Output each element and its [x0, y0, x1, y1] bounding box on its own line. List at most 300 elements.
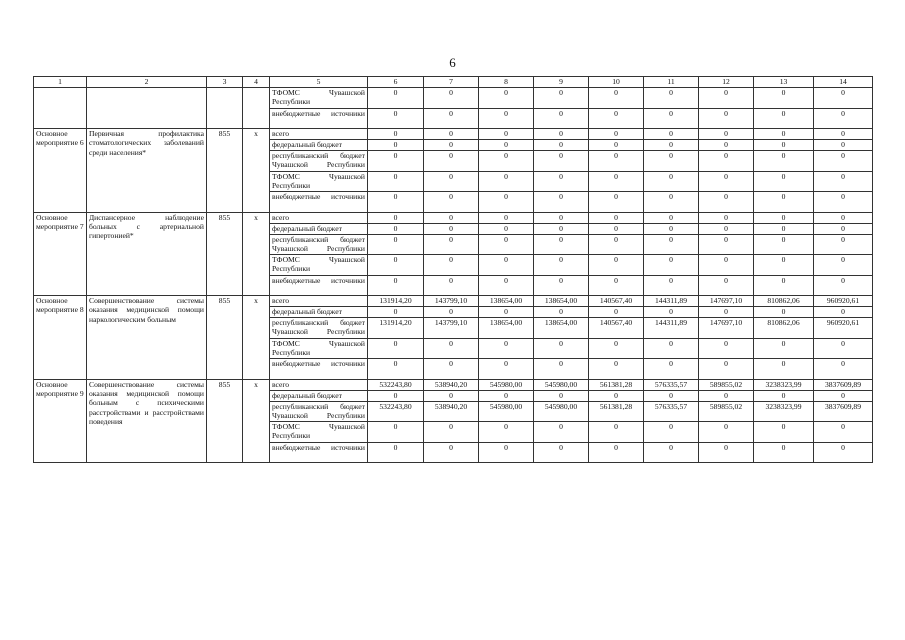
amount-cell: 0 [644, 390, 699, 401]
amount-cell: 576335,57 [644, 401, 699, 422]
x-mark-cont [243, 338, 270, 359]
amount-cell: 131914,20 [368, 296, 424, 307]
funding-source: внебюджетные источники [270, 359, 368, 380]
amount-cell: 0 [534, 88, 589, 109]
activity-name-text: Совершенствование системы оказания медицинской помощи больным с психическими расстройствами и расстройствами поведения [89, 379, 204, 427]
activity-type-cont [34, 318, 87, 339]
activity-type-cont [34, 442, 87, 463]
funding-source: внебюджетные источники [270, 108, 368, 129]
x-mark-cont [243, 255, 270, 276]
amount-cell: 0 [814, 307, 873, 318]
funding-source: федеральный бюджет [270, 390, 368, 401]
amount-cell: 0 [424, 338, 479, 359]
amount-cell: 0 [589, 422, 644, 443]
x-mark [243, 129, 270, 140]
amount-cell: 0 [534, 192, 589, 213]
amount-cell: 0 [754, 212, 814, 223]
blank-cell [243, 88, 270, 109]
amount-cell: 0 [814, 88, 873, 109]
responsible-code-cont [207, 171, 243, 192]
amount-cell: 144311,89 [644, 296, 699, 307]
funding-source: республиканский бюджет Чувашской Республики [270, 318, 368, 339]
amount-cell: 0 [424, 108, 479, 129]
amount-cell: 0 [814, 171, 873, 192]
amount-cell: 0 [534, 108, 589, 129]
amount-cell: 0 [424, 223, 479, 234]
responsible-code-cont [207, 390, 243, 401]
responsible-code-cont [207, 192, 243, 213]
amount-cell: 545980,00 [479, 379, 534, 390]
amount-cell: 532243,80 [368, 401, 424, 422]
amount-cell: 0 [814, 140, 873, 151]
activity-type-cont [34, 359, 87, 380]
amount-cell: 0 [814, 442, 873, 463]
amount-cell: 0 [699, 108, 754, 129]
responsible-code [207, 379, 243, 390]
amount-cell: 0 [754, 338, 814, 359]
amount-cell: 0 [368, 234, 424, 255]
amount-cell: 0 [368, 151, 424, 172]
amount-cell: 0 [814, 275, 873, 296]
amount-cell: 0 [699, 129, 754, 140]
amount-cell: 0 [644, 212, 699, 223]
x-mark-cont [243, 401, 270, 422]
column-number: 1 [34, 77, 87, 88]
funding-source: внебюджетные источники [270, 442, 368, 463]
activity-type-cont [34, 255, 87, 276]
funding-source: федеральный бюджет [270, 140, 368, 151]
funding-source: всего [270, 212, 368, 223]
amount-cell: 0 [424, 442, 479, 463]
amount-cell: 0 [644, 422, 699, 443]
amount-cell: 0 [589, 442, 644, 463]
column-number: 5 [270, 77, 368, 88]
column-number: 9 [534, 77, 589, 88]
activity-type [34, 379, 87, 398]
table-row [34, 88, 873, 109]
amount-cell: 0 [754, 275, 814, 296]
amount-cell: 0 [479, 234, 534, 255]
blank-cell [207, 108, 243, 129]
amount-cell: 0 [534, 255, 589, 276]
activity-type-cont [34, 171, 87, 192]
amount-cell: 0 [644, 140, 699, 151]
funding-source: ТФОМС Чувашской Республики [270, 171, 368, 192]
activity-type-cont [34, 275, 87, 296]
amount-cell: 589855,02 [699, 379, 754, 390]
amount-cell: 0 [479, 275, 534, 296]
amount-cell: 0 [814, 192, 873, 213]
column-number: 7 [424, 77, 479, 88]
table-row [34, 442, 873, 463]
amount-cell: 960920,61 [814, 318, 873, 339]
amount-cell: 0 [589, 192, 644, 213]
amount-cell: 0 [644, 255, 699, 276]
amount-cell: 0 [424, 140, 479, 151]
amount-cell: 0 [424, 275, 479, 296]
funding-source: федеральный бюджет [270, 307, 368, 318]
funding-source: внебюджетные источники [270, 275, 368, 296]
activity-name-text: Первичная профилактика стоматологических заболеваний среди населения* [89, 129, 204, 157]
amount-cell: 0 [424, 255, 479, 276]
amount-cell: 0 [424, 129, 479, 140]
activity-name-cont [87, 192, 207, 213]
amount-cell: 0 [644, 88, 699, 109]
amount-cell: 0 [699, 171, 754, 192]
amount-cell: 0 [534, 359, 589, 380]
amount-cell: 0 [534, 338, 589, 359]
amount-cell: 960920,61 [814, 296, 873, 307]
x-mark-cont [243, 151, 270, 172]
amount-cell: 0 [814, 338, 873, 359]
amount-cell: 0 [644, 223, 699, 234]
funding-source: республиканский бюджет Чувашской Республики [270, 234, 368, 255]
activity-type-cont [34, 151, 87, 172]
activity-name [87, 296, 207, 324]
activity-name-text: Совершенствование системы оказания медицинской помощи наркологическим больным [89, 296, 204, 324]
amount-cell: 3837609,89 [814, 379, 873, 390]
amount-cell: 0 [479, 390, 534, 401]
amount-cell: 0 [754, 422, 814, 443]
amount-cell: 143799,10 [424, 318, 479, 339]
blank-cell [34, 108, 87, 129]
amount-cell: 538940,20 [424, 379, 479, 390]
activity-type-cont [34, 234, 87, 255]
amount-cell: 3238323,99 [754, 401, 814, 422]
amount-cell: 0 [424, 422, 479, 443]
amount-cell: 0 [754, 234, 814, 255]
column-number: 10 [589, 77, 644, 88]
amount-cell: 0 [754, 192, 814, 213]
amount-cell: 144311,89 [644, 318, 699, 339]
amount-cell: 0 [534, 390, 589, 401]
funding-source: ТФОМС Чувашской Республики [270, 422, 368, 443]
amount-cell: 143799,10 [424, 296, 479, 307]
x-mark-cont [243, 422, 270, 443]
amount-cell: 0 [368, 338, 424, 359]
amount-cell: 3837609,89 [814, 401, 873, 422]
activity-name-cont [87, 338, 207, 359]
amount-cell: 0 [479, 171, 534, 192]
responsible-code-cont [207, 151, 243, 172]
amount-cell: 589855,02 [699, 401, 754, 422]
amount-cell: 0 [589, 255, 644, 276]
amount-cell: 0 [368, 359, 424, 380]
amount-cell: 0 [368, 422, 424, 443]
amount-cell: 0 [479, 442, 534, 463]
amount-cell: 0 [368, 390, 424, 401]
amount-cell: 0 [754, 359, 814, 380]
amount-cell: 0 [814, 234, 873, 255]
activity-type-cont [34, 192, 87, 213]
amount-cell: 0 [644, 129, 699, 140]
amount-cell: 0 [589, 88, 644, 109]
amount-cell: 0 [814, 422, 873, 443]
amount-cell: 0 [754, 151, 814, 172]
amount-cell: 0 [479, 307, 534, 318]
x-mark-cont [243, 442, 270, 463]
amount-cell: 0 [699, 223, 754, 234]
x-mark-cont [243, 275, 270, 296]
amount-cell: 0 [589, 359, 644, 380]
responsible-code-cont [207, 401, 243, 422]
x-mark-cont [243, 307, 270, 318]
x-mark-text: x [254, 212, 258, 222]
amount-cell: 0 [368, 129, 424, 140]
amount-cell: 0 [754, 255, 814, 276]
amount-cell: 3238323,99 [754, 379, 814, 390]
x-mark-text: x [254, 129, 258, 138]
amount-cell: 0 [644, 275, 699, 296]
amount-cell: 0 [814, 108, 873, 129]
amount-cell: 0 [814, 129, 873, 140]
amount-cell: 0 [644, 192, 699, 213]
column-number: 2 [87, 77, 207, 88]
activity-type-text: Основное мероприятие 9 [36, 379, 84, 398]
funding-source: федеральный бюджет [270, 223, 368, 234]
amount-cell: 0 [534, 129, 589, 140]
table-row [34, 171, 873, 192]
amount-cell: 0 [814, 255, 873, 276]
x-mark-cont [243, 192, 270, 213]
amount-cell: 0 [368, 88, 424, 109]
amount-cell: 538940,20 [424, 401, 479, 422]
column-number: 11 [644, 77, 699, 88]
activity-name-cont [87, 171, 207, 192]
column-number: 4 [243, 77, 270, 88]
activity-type-text: Основное мероприятие 8 [36, 296, 84, 315]
x-mark [243, 379, 270, 390]
amount-cell: 0 [754, 390, 814, 401]
activity-name-cont [87, 255, 207, 276]
amount-cell: 0 [589, 140, 644, 151]
responsible-code-cont [207, 318, 243, 339]
funding-source: ТФОМС Чувашской Республики [270, 255, 368, 276]
table-row [34, 359, 873, 380]
amount-cell: 0 [644, 359, 699, 380]
responsible-code-cont [207, 422, 243, 443]
activity-type [34, 129, 87, 148]
amount-cell: 0 [754, 307, 814, 318]
amount-cell: 532243,80 [368, 379, 424, 390]
activity-type-text: Основное мероприятие 6 [36, 129, 84, 148]
amount-cell: 0 [589, 275, 644, 296]
amount-cell: 0 [479, 192, 534, 213]
blank-cell [207, 88, 243, 109]
amount-cell: 0 [644, 307, 699, 318]
amount-cell: 0 [699, 422, 754, 443]
amount-cell: 0 [534, 171, 589, 192]
responsible-code-text: 855 [218, 296, 231, 305]
amount-cell: 0 [534, 422, 589, 443]
column-number-row [34, 77, 873, 88]
x-mark [243, 212, 270, 223]
amount-cell: 147697,10 [699, 318, 754, 339]
amount-cell: 0 [479, 108, 534, 129]
funding-source: всего [270, 129, 368, 140]
responsible-code-cont [207, 307, 243, 318]
amount-cell: 0 [368, 192, 424, 213]
amount-cell: 0 [534, 275, 589, 296]
x-mark-cont [243, 390, 270, 401]
funding-source: всего [270, 379, 368, 390]
amount-cell: 0 [589, 212, 644, 223]
amount-cell: 0 [589, 171, 644, 192]
amount-cell: 0 [699, 275, 754, 296]
activity-name-text: Диспансерное наблюдение больных с артериальной гипертонией* [89, 212, 204, 241]
activity-name [87, 212, 207, 241]
amount-cell: 140567,40 [589, 318, 644, 339]
activity-type [34, 296, 87, 315]
table-row [34, 255, 873, 276]
amount-cell: 0 [589, 338, 644, 359]
amount-cell: 147697,10 [699, 296, 754, 307]
amount-cell: 0 [368, 255, 424, 276]
blank-cell [87, 108, 207, 129]
amount-cell: 0 [424, 171, 479, 192]
amount-cell: 0 [644, 108, 699, 129]
amount-cell: 138654,00 [534, 296, 589, 307]
amount-cell: 0 [589, 108, 644, 129]
amount-cell: 0 [368, 171, 424, 192]
amount-cell: 0 [479, 338, 534, 359]
amount-cell: 0 [644, 171, 699, 192]
amount-cell: 0 [814, 359, 873, 380]
x-mark-cont [243, 171, 270, 192]
blank-cell [243, 108, 270, 129]
amount-cell: 0 [699, 151, 754, 172]
amount-cell: 138654,00 [479, 296, 534, 307]
x-mark-text: x [254, 296, 258, 305]
amount-cell: 810862,06 [754, 318, 814, 339]
column-number: 12 [699, 77, 754, 88]
blank-cell [87, 88, 207, 109]
table-row [34, 192, 873, 213]
amount-cell: 0 [699, 255, 754, 276]
x-mark-cont [243, 234, 270, 255]
amount-cell: 0 [534, 442, 589, 463]
activity-type-cont [34, 338, 87, 359]
amount-cell: 0 [589, 307, 644, 318]
amount-cell: 140567,40 [589, 296, 644, 307]
amount-cell: 0 [479, 212, 534, 223]
amount-cell: 0 [479, 151, 534, 172]
amount-cell: 0 [368, 307, 424, 318]
column-number: 8 [479, 77, 534, 88]
amount-cell: 0 [699, 212, 754, 223]
amount-cell: 0 [814, 390, 873, 401]
column-number: 13 [754, 77, 814, 88]
amount-cell: 0 [424, 359, 479, 380]
amount-cell: 0 [479, 88, 534, 109]
amount-cell: 0 [479, 129, 534, 140]
table-row [34, 129, 873, 140]
amount-cell: 0 [479, 422, 534, 443]
amount-cell: 0 [814, 223, 873, 234]
activity-name-cont [87, 275, 207, 296]
funding-source: республиканский бюджет Чувашской Республики [270, 151, 368, 172]
funding-source: внебюджетные источники [270, 192, 368, 213]
activity-type-cont [34, 401, 87, 422]
amount-cell: 0 [368, 275, 424, 296]
amount-cell: 0 [479, 140, 534, 151]
amount-cell: 0 [699, 88, 754, 109]
amount-cell: 0 [644, 151, 699, 172]
amount-cell: 0 [534, 151, 589, 172]
funding-source: ТФОМС Чувашской Республики [270, 88, 368, 109]
column-number: 6 [368, 77, 424, 88]
responsible-code-text: 855 [218, 212, 231, 222]
amount-cell: 0 [699, 307, 754, 318]
table-row [34, 108, 873, 129]
amount-cell: 0 [368, 442, 424, 463]
budget-table [33, 76, 873, 463]
activity-name-cont [87, 359, 207, 380]
responsible-code-cont [207, 223, 243, 234]
amount-cell: 0 [754, 140, 814, 151]
x-mark-text: x [254, 379, 258, 389]
responsible-code [207, 129, 243, 140]
amount-cell: 0 [368, 140, 424, 151]
amount-cell: 0 [699, 140, 754, 151]
responsible-code-cont [207, 338, 243, 359]
amount-cell: 0 [534, 307, 589, 318]
amount-cell: 0 [424, 151, 479, 172]
budget-table-body [34, 77, 873, 463]
x-mark-cont [243, 140, 270, 151]
amount-cell: 0 [368, 108, 424, 129]
activity-name [87, 379, 207, 427]
amount-cell: 0 [479, 255, 534, 276]
responsible-code-text: 855 [218, 379, 231, 389]
amount-cell: 0 [814, 151, 873, 172]
amount-cell: 0 [424, 390, 479, 401]
amount-cell: 138654,00 [534, 318, 589, 339]
funding-source: всего [270, 296, 368, 307]
table-row [34, 212, 873, 223]
responsible-code-cont [207, 442, 243, 463]
responsible-code-cont [207, 275, 243, 296]
amount-cell: 810862,06 [754, 296, 814, 307]
table-row [34, 338, 873, 359]
x-mark-cont [243, 318, 270, 339]
x-mark [243, 296, 270, 307]
amount-cell: 545980,00 [479, 401, 534, 422]
amount-cell: 576335,57 [644, 379, 699, 390]
blank-cell [34, 88, 87, 109]
table-row [34, 379, 873, 390]
amount-cell: 0 [589, 223, 644, 234]
activity-type [34, 212, 87, 231]
page-number: 6 [449, 55, 456, 70]
amount-cell: 0 [589, 129, 644, 140]
amount-cell: 0 [814, 212, 873, 223]
amount-cell: 0 [754, 129, 814, 140]
x-mark-cont [243, 359, 270, 380]
amount-cell: 0 [699, 359, 754, 380]
amount-cell: 0 [754, 108, 814, 129]
amount-cell: 561381,28 [589, 401, 644, 422]
amount-cell: 0 [754, 442, 814, 463]
amount-cell: 0 [699, 234, 754, 255]
amount-cell: 545980,00 [534, 401, 589, 422]
activity-name-cont [87, 442, 207, 463]
amount-cell: 0 [699, 442, 754, 463]
responsible-code-text: 855 [218, 129, 231, 138]
column-number: 3 [207, 77, 243, 88]
column-number: 14 [814, 77, 873, 88]
amount-cell: 0 [699, 192, 754, 213]
